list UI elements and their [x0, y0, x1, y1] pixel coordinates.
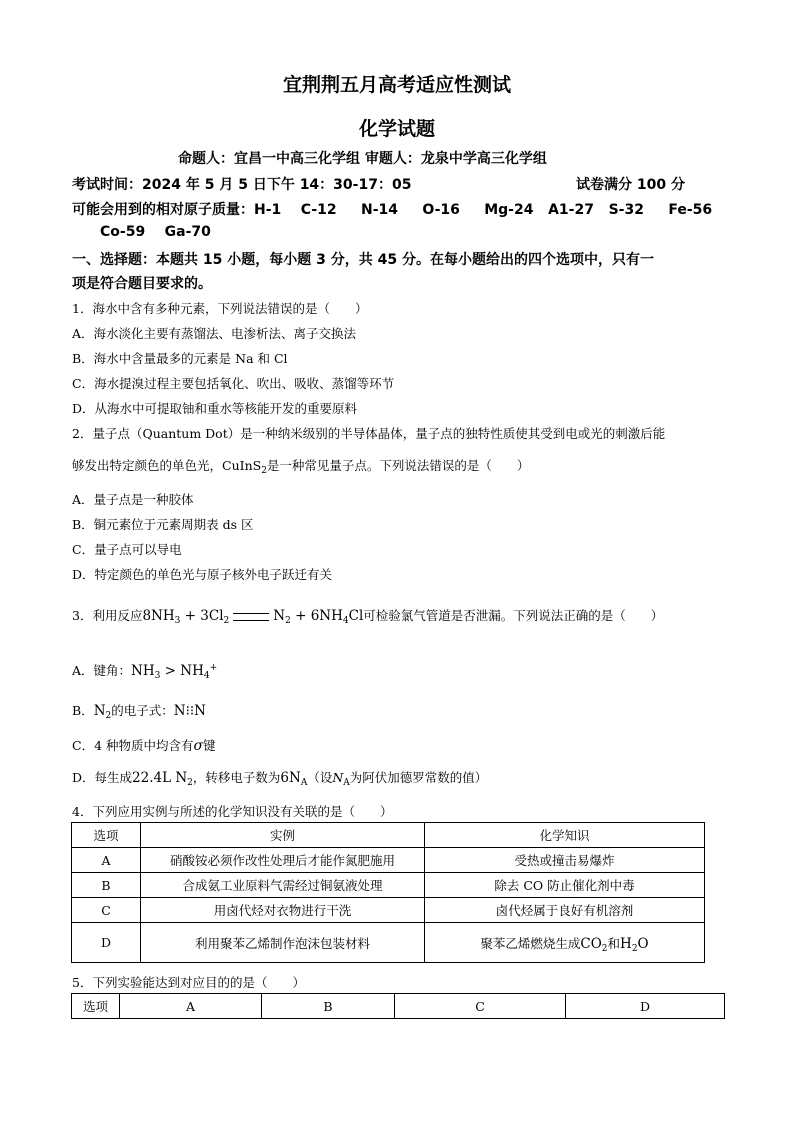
q1-option-a: A．海水淡化主要有蒸馏法、电渗析法、离子交换法 [72, 326, 357, 341]
q3-option-d: D．每生成22.4L $N_2$，转移电子数为$6N_A$（设$N_A$为阿伏加德罗常数的值） [72, 770, 488, 788]
table-cell: 合成氨工业原料气需经过铜氨液处理 [141, 873, 425, 898]
table-cell: 用卤代烃对衣物进行干洗 [141, 898, 425, 923]
q2-stem-line1: 2．量子点（Quantum Dot）是一种纳米级别的半导体晶体，量子点的独特性质使其受到电或光的刺激后能 [72, 426, 666, 441]
q3-option-a: A．键角：$NH_3 > NH_4^+$ [72, 663, 218, 681]
table-row [72, 923, 705, 963]
section-heading-cont: 项是符合题目要求的。 [72, 276, 212, 292]
table-cell: 除去 CO 防止催化剂中毒 [425, 873, 705, 898]
authors-line: 命题人：宜昌一中高三化学组 审题人：龙泉中学高三化学组 [178, 151, 547, 167]
header-cell: A [120, 994, 262, 1019]
table-cell: C [72, 898, 141, 923]
q2-option-b: B．铜元素位于元素周期表 ds 区 [72, 517, 254, 532]
q2-stem-line2: 够发出特定颜色的单色光，CuInS$_2$是一种常见量子点。下列说法错误的是（ ） [72, 458, 530, 476]
table-row [72, 848, 705, 873]
header-cell: 选项 [72, 823, 141, 848]
table-row [72, 873, 705, 898]
header-cell: 实例 [141, 823, 425, 848]
subject-title: 化学试题 [358, 118, 435, 140]
q2-option-a: A．量子点是一种胶体 [72, 492, 194, 507]
q3-option-c: C．4 种物质中均含有σ键 [72, 738, 216, 754]
q1-option-c: C．海水提溴过程主要包括氧化、吹出、吸收、蒸馏等环节 [72, 376, 395, 391]
section-heading: 一、选择题：本题共 15 小题，每小题 3 分，共 45 分。在每小题给出的四个选项中，只有一 [72, 252, 654, 268]
table-cell: 硝酸铵必须作改性处理后才能作氮肥施用 [141, 848, 425, 873]
table-header-row [72, 994, 725, 1019]
table-cell: B [72, 873, 141, 898]
exam-time: 考试时间：2024 年 5 月 5 日下午 14：30-17：05 [72, 177, 412, 193]
q3-stem: 3．利用反应$8NH_3 + 3Cl_2$ $N_2 + 6NH_4Cl$可检验氯气管道是否泄漏。下列说法正确的是（ ） [72, 608, 664, 626]
table-row [72, 898, 705, 923]
table-cell: 卤代烃属于良好有机溶剂 [425, 898, 705, 923]
table-cell: 受热或撞击易爆炸 [425, 848, 705, 873]
table-cell: A [72, 848, 141, 873]
table-cell: 聚苯乙烯燃烧生成$CO_2$和$H_2O$ [425, 923, 705, 963]
table-header-row [72, 823, 705, 848]
q5-stem: 5．下列实验能达到对应目的的是（ ） [72, 975, 305, 990]
q2-formula: CuInS$_2$ [222, 458, 267, 476]
q2-option-c: C．量子点可以导电 [72, 542, 182, 557]
table-cell: 利用聚苯乙烯制作泡沫包装材料 [141, 923, 425, 963]
q4-table [71, 822, 705, 963]
q1-option-b: B．海水中含量最多的元素是 Na 和 Cl [72, 351, 288, 366]
q3-option-b: B．$N_2$的电子式：N⁝⁝N [72, 703, 206, 721]
atomic-masses-line1: 可能会用到的相对原子质量：H-1 C-12 N-14 O-16 Mg-24 A1-27 S-32 Fe-56 [72, 202, 713, 218]
q1-option-d: D．从海水中可提取铀和重水等核能开发的重要原料 [72, 401, 358, 416]
header-cell: B [262, 994, 395, 1019]
full-score: 试卷满分 100 分 [576, 177, 685, 193]
q5-table [71, 993, 725, 1019]
header-cell: 化学知识 [425, 823, 705, 848]
header-cell: 选项 [72, 994, 120, 1019]
q1-stem: 1．海水中含有多种元素，下列说法错误的是（ ） [72, 301, 368, 316]
exam-title: 宜荆荆五月高考适应性测试 [282, 74, 511, 96]
q2-option-d: D．特定颜色的单色光与原子核外电子跃迁有关 [72, 567, 333, 582]
atomic-masses-line2: Co-59 Ga-70 [100, 224, 211, 240]
n2-electron-structure: N⁝⁝N [173, 703, 206, 719]
q3-equation: $8NH_3 + 3Cl_2$ $N_2 + 6NH_4Cl$ [142, 608, 364, 626]
q4-stem: 4．下列应用实例与所述的化学知识没有关联的是（ ） [72, 804, 393, 819]
header-cell: C [395, 994, 566, 1019]
header-cell: D [566, 994, 725, 1019]
table-cell: D [72, 923, 141, 963]
equals-arrow [233, 613, 269, 621]
